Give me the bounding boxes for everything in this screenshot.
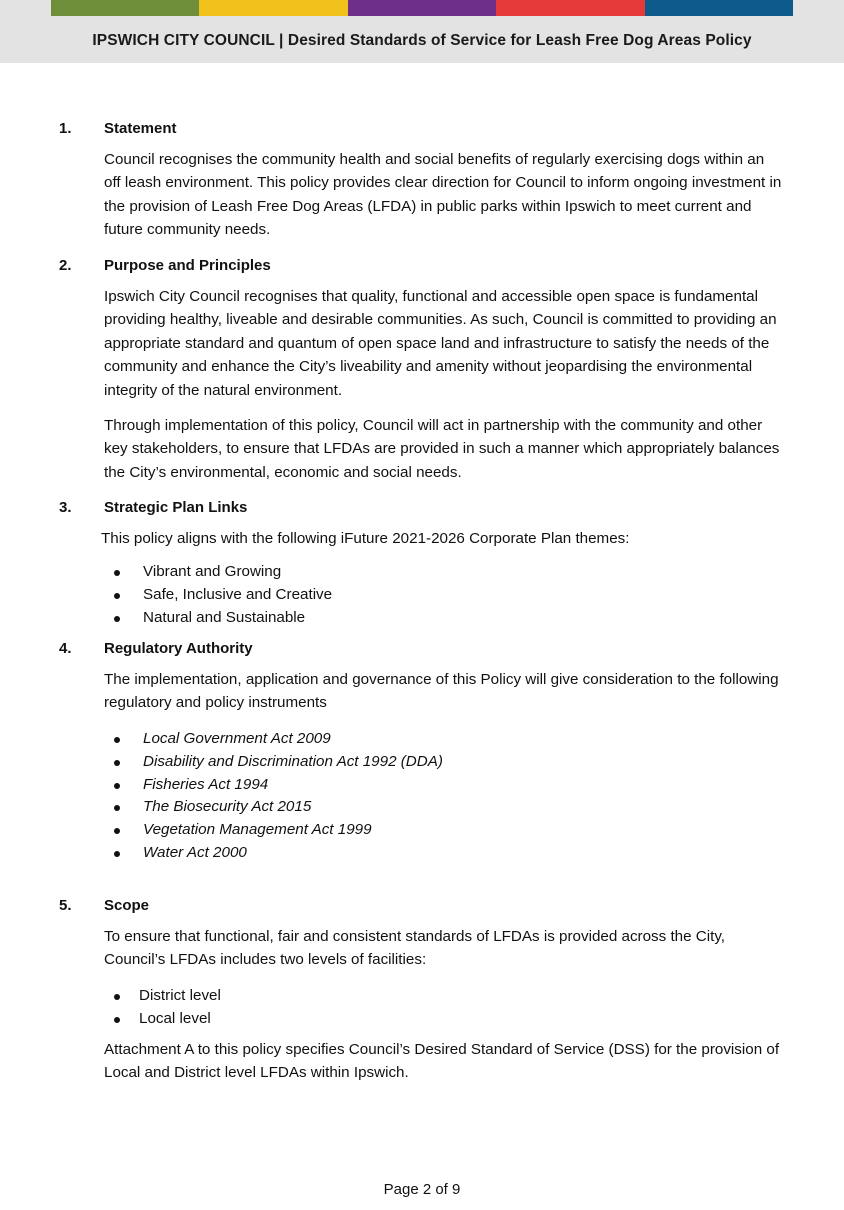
page-header [0, 0, 844, 63]
bullet-icon [114, 616, 120, 622]
section-number: 5. [59, 897, 72, 914]
bullet-icon [114, 737, 120, 743]
bullet-icon [114, 783, 120, 789]
section-1-paragraph: Council recognises the community health and social benefits of regularly exercising dogs within an off leash environment. This policy provides clear direction for Council to inform ongoing investment in the provision of Leash Free Dog Areas (LFDA) in public parks within Ipswich to meet current and future community needs. [104, 151, 782, 239]
color-bar-segment-2 [199, 0, 347, 16]
section-2-paragraph-2: Through implementation of this policy, Council will act in partnership with the community and other key stakeholders, to ensure that LFDAs are provided in such a manner which appropriately balances the City’s environmental, economic and social needs. [104, 417, 780, 481]
section-title: Regulatory Authority [104, 640, 253, 657]
header-title: IPSWICH CITY COUNCIL | Desired Standards of Service for Leash Free Dog Areas Policy [92, 32, 752, 49]
color-bar-segment-3 [348, 0, 496, 16]
bullet-icon [114, 805, 120, 811]
color-bar-segment-5 [645, 0, 793, 16]
header-color-bar [51, 0, 793, 16]
section-number: 3. [59, 499, 72, 516]
section-5-paragraph-1: To ensure that functional, fair and consistent standards of LFDAs is provided across the City, Council’s LFDAs includes two levels of facilities: [104, 928, 726, 969]
color-bar-segment-4 [496, 0, 644, 16]
section-title: Purpose and Principles [104, 257, 271, 274]
bullet-icon [114, 593, 120, 599]
section-number: 4. [59, 640, 72, 657]
bullet-icon [114, 1017, 120, 1023]
page-number: Page 2 of 9 [383, 1181, 461, 1198]
section-number: 2. [59, 257, 72, 274]
color-bar-segment-1 [51, 0, 199, 16]
bullet-icon [114, 851, 120, 857]
section-title: Strategic Plan Links [104, 499, 248, 516]
section-4-paragraph: The implementation, application and governance of this Policy will give consideration to the following regulatory and policy instruments [104, 671, 779, 712]
section-5-paragraph-2: Attachment A to this policy specifies Council’s Desired Standard of Service (DSS) for the provision of Local and District level LFDAs within Ipswich. [104, 1041, 780, 1082]
section-2-paragraph-1: Ipswich City Council recognises that quality, functional and accessible open space is fundamental providing healthy, liveable and desirable communities. As such, Council is committed to providing an appropriate standard and quantum of open space land and infrastructure to satisfy the needs of the community and enhance the City’s liveability and amenity without jeopardising the environmental integrity of the natural environment. [104, 288, 777, 399]
section-number: 1. [59, 120, 72, 137]
section-title: Statement [104, 120, 177, 137]
bullet-icon [114, 570, 120, 576]
section-title: Scope [104, 897, 150, 914]
bullet-icon [114, 760, 120, 766]
bullet-icon [114, 828, 120, 834]
section-3-paragraph: This policy aligns with the following iFuture 2021-2026 Corporate Plan themes: [101, 530, 630, 547]
bullet-icon [114, 994, 120, 1000]
